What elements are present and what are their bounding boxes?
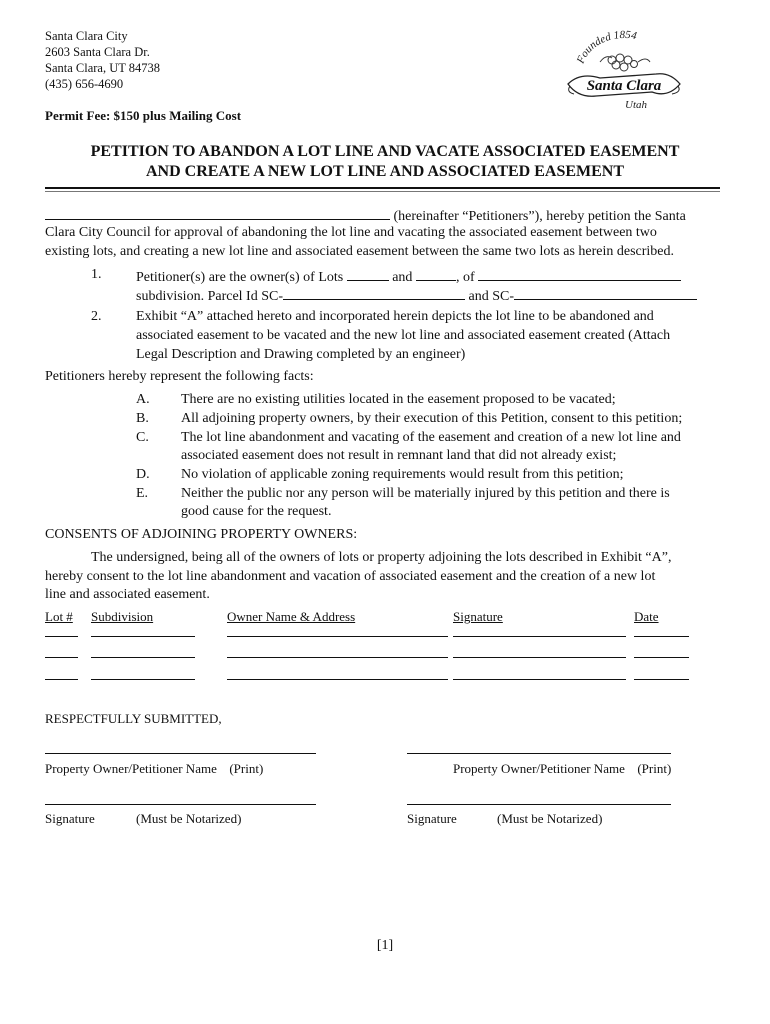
fact-e-line-1: Neither the public nor any person will be materially injured by this petition and there is: [181, 486, 670, 501]
name-label-right: [453, 760, 671, 778]
fact-d-line-1: No violation of applicable zoning requirements would result from this petition;: [181, 467, 624, 482]
title-divider: [45, 187, 720, 189]
subdivision-field[interactable]: [91, 657, 195, 658]
consents-line-3: line and associated easement.: [45, 587, 210, 602]
item-2-line-3: Legal Description and Drawing completed by an engineer): [136, 347, 466, 362]
item-1-and-label: and: [392, 270, 413, 285]
signature-field[interactable]: [453, 679, 626, 680]
fact-c-line-1: The lot line abandonment and vacating of the easement and creation of a new lot line and: [181, 430, 681, 445]
intro-line-2: Clara City Council for approval of abandoning the lot line and vacating the associated easement between two: [45, 225, 657, 240]
petitioner-name-line-right[interactable]: [407, 753, 671, 754]
column-header-signature: Signature: [453, 609, 503, 624]
fact-a-line-1: There are no existing utilities located in the easement proposed to be vacated;: [181, 392, 616, 407]
owner-field[interactable]: [227, 679, 448, 680]
item-1-and-sc-label: and SC-: [468, 289, 514, 304]
column-header-lot: Lot #: [45, 609, 73, 624]
lot-field[interactable]: [45, 679, 78, 680]
date-field[interactable]: [634, 679, 689, 680]
lot-field[interactable]: [45, 657, 78, 658]
petitioner-name-line-left[interactable]: [45, 753, 316, 754]
svg-text:Santa Clara: Santa Clara: [586, 78, 662, 94]
item-1-number: 1.: [91, 267, 102, 282]
fact-b-letter: B.: [136, 411, 149, 426]
column-header-owner: Owner Name & Address: [227, 609, 356, 624]
fact-d-letter: D.: [136, 467, 150, 482]
notarized-hint-left: (Must be Notarized): [136, 811, 242, 826]
signature-field[interactable]: [453, 657, 626, 658]
item-2-line-2: associated easement to be vacated and the new lot line and associated easement created (Attach: [136, 328, 671, 343]
address-line-4: (435) 656-4690: [45, 77, 124, 91]
name-label-text: Property Owner/Petitioner Name: [453, 761, 625, 776]
seal-icon: [560, 28, 684, 112]
item-2-line-1: Exhibit “A” attached hereto and incorporated herein depicts the lot line to be abandoned and: [136, 309, 654, 324]
fact-c-line-2: associated easement does not result in remnant land that did not already exist;: [181, 448, 617, 463]
consents-line-2: hereby consent to the lot line abandonment and vacation of associated easement and the creation of a new lot: [45, 569, 656, 584]
item-1-of-label: , of: [455, 270, 475, 285]
fact-a-letter: A.: [136, 392, 150, 407]
item-1-parcel-label: subdivision. Parcel Id SC-: [136, 289, 283, 304]
owner-field[interactable]: [227, 636, 448, 637]
parcel-id-blank-1[interactable]: [283, 285, 465, 300]
petitioners-name-blank[interactable]: [45, 205, 390, 220]
notarized-hint-right: (Must be Notarized): [497, 811, 603, 826]
lot-number-blank-2[interactable]: [416, 266, 456, 281]
document-title-line-2: AND CREATE A NEW LOT LINE AND ASSOCIATED EASEMENT: [145, 163, 625, 180]
signature-label-left: Signature: [45, 811, 95, 826]
signature-label-right: Signature: [407, 811, 457, 826]
consents-line-1: The undersigned, being all of the owners of lots or property adjoining the lots described in Exhibit “A”,: [91, 550, 672, 565]
signature-field[interactable]: [453, 636, 626, 637]
address-line-2: 2603 Santa Clara Dr.: [45, 45, 150, 59]
fact-e-letter: E.: [136, 486, 149, 501]
consents-heading: CONSENTS OF ADJOINING PROPERTY OWNERS:: [45, 527, 358, 542]
intro-line-1: [45, 205, 686, 226]
owner-field[interactable]: [227, 657, 448, 658]
intro-line-1-text: (hereinafter “Petitioners”), hereby petition the Santa: [393, 209, 686, 224]
svg-text:Utah: Utah: [625, 99, 647, 111]
date-field[interactable]: [634, 657, 689, 658]
name-label-left: [45, 760, 263, 778]
subdivision-field[interactable]: [91, 679, 195, 680]
fact-b-line-1: All adjoining property owners, by their execution of this Petition, consent to this petition;: [181, 411, 683, 426]
item-1-line-2: [136, 285, 697, 306]
title-divider-thin: [45, 191, 720, 192]
name-label-text: Property Owner/Petitioner Name: [45, 761, 217, 776]
document-title-line-1: PETITION TO ABANDON A LOT LINE AND VACATE ASSOCIATED EASEMENT: [90, 143, 680, 160]
intro-line-3: existing lots, and creating a new lot line and associated easement between the same two lots as herein described.: [45, 244, 675, 259]
fact-e-line-2: good cause for the request.: [181, 504, 332, 519]
name-label-hint: (Print): [637, 761, 672, 776]
subdivision-field[interactable]: [91, 636, 195, 637]
facts-heading: Petitioners hereby represent the following facts:: [45, 369, 314, 384]
address-line-1: Santa Clara City: [45, 29, 128, 43]
parcel-id-blank-2[interactable]: [514, 285, 697, 300]
submitted-heading: RESPECTFULLY SUBMITTED,: [45, 711, 222, 726]
fact-c-letter: C.: [136, 430, 149, 445]
signature-line-left[interactable]: [45, 804, 316, 805]
column-header-date: Date: [634, 609, 659, 624]
column-header-subdivision: Subdivision: [91, 609, 154, 624]
address-line-3: Santa Clara, UT 84738: [45, 61, 161, 75]
name-label-hint: (Print): [229, 761, 264, 776]
date-field[interactable]: [634, 636, 689, 637]
page-number: [1]: [376, 938, 394, 953]
santa-clara-seal-logo: [560, 28, 684, 112]
signature-line-right[interactable]: [407, 804, 671, 805]
lot-field[interactable]: [45, 636, 78, 637]
lot-number-blank-1[interactable]: [347, 266, 389, 281]
item-1-lots-label: Petitioner(s) are the owner(s) of Lots: [136, 270, 344, 285]
item-2-number: 2.: [91, 309, 102, 324]
item-1-line-1: [136, 266, 681, 287]
svg-text:Founded 1854: Founded 1854: [574, 28, 638, 66]
subdivision-name-blank[interactable]: [478, 266, 681, 281]
permit-fee: Permit Fee: $150 plus Mailing Cost: [45, 108, 242, 123]
city-address-block: [45, 28, 160, 92]
